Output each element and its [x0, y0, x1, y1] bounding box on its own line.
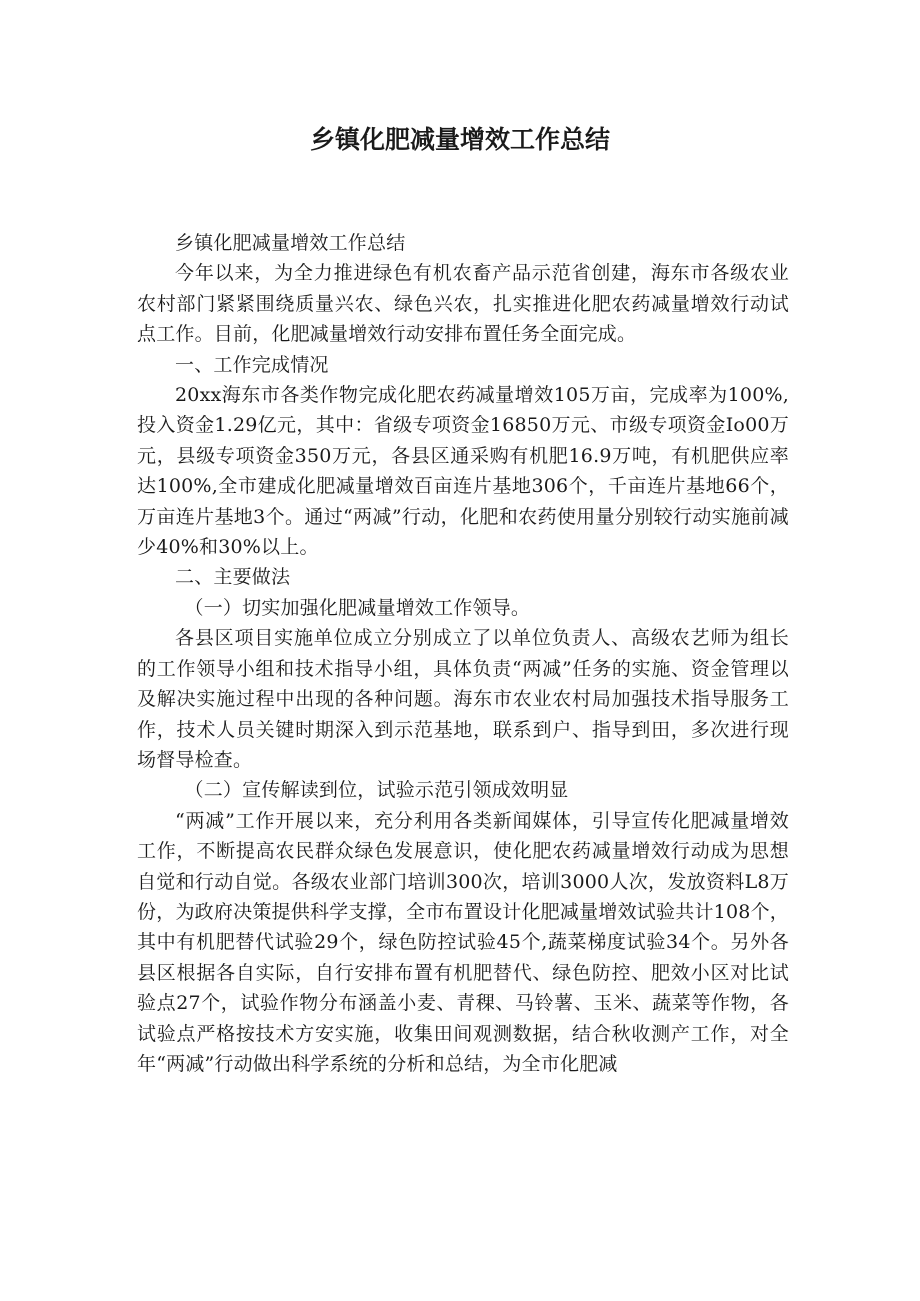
page-title: 乡镇化肥减量增效工作总结	[309, 125, 610, 154]
document-subtitle: 乡镇化肥减量增效工作总结	[175, 232, 406, 254]
intro-paragraph: 今年以来，为全力推进绿色有机农畜产品示范省创建，海东市各级农业农村部门紧紧围绕质量兴农、绿色兴农，扎实推进化肥农药减量增效行动试点工作。目前，化肥减量增效行动安排布置任务全面完成。	[137, 262, 789, 346]
publicity-paragraph: “两减”工作开展以来，充分利用各类新闻媒体，引导宣传化肥减量增效工作，不断提高农民群众绿色发展意识，使化肥农药减量增效行动成为思想自觉和行动自觉。各级农业部门培训300次，培训3000人次，发放资料L8万份，为政府决策提供科学支撑，全市布置设计化肥减量增效试验共计108个，其中有机肥替代试验29个，绿色防控试验45个,蔬菜梯度试验34个。另外各县区根据各自实际，自行安排布置有机肥替代、绿色防控、肥效小区对比试验点27个，试验作物分布涵盖小麦、青稞、马铃薯、玉米、蔬菜等作物，各试验点严格按技术方安实施，收集田间观测数据，结合秋收测产工作，对全年“两减”行动做出科学系统的分析和总结，为全市化肥减	[137, 809, 789, 1075]
section-heading-main-practices: 二、主要做法	[175, 566, 291, 589]
subsection-heading-publicity: （二）宣传解读到位，试验示范引领成效明显	[184, 779, 569, 802]
section-heading-work-completion: 一、工作完成情况	[175, 353, 329, 376]
subsection-heading-leadership: （一）切实加强化肥减量增效工作领导。	[184, 596, 531, 619]
completion-paragraph: 20xx海东市各类作物完成化肥农药减量增效105万亩，完成率为100%,投入资金1.29亿元，其中：省级专项资金16850万元、市级专项资金Io00万元，县级专项资金350万元，各县区通采购有机肥16.9万吨，有机肥供应率达100%,全市建成化肥减量增效百亩连片基地306个，千亩连片基地66个，万亩连片基地3个。通过“两减”行动，化肥和农药使用量分别较行动实施前减少40%和30%以上。	[137, 384, 789, 559]
leadership-paragraph: 各县区项目实施单位成立分别成立了以单位负责人、高级农艺师为组长的工作领导小组和技术指导小组，具体负责“两减”任务的实施、资金管理以及解决实施过程中出现的各种问题。海东市农业农村局加强技术指导服务工作，技术人员关键时期深入到示范基地，联系到户、指导到田，多次进行现场督导检查。	[137, 627, 789, 771]
document-body	[137, 228, 789, 1079]
